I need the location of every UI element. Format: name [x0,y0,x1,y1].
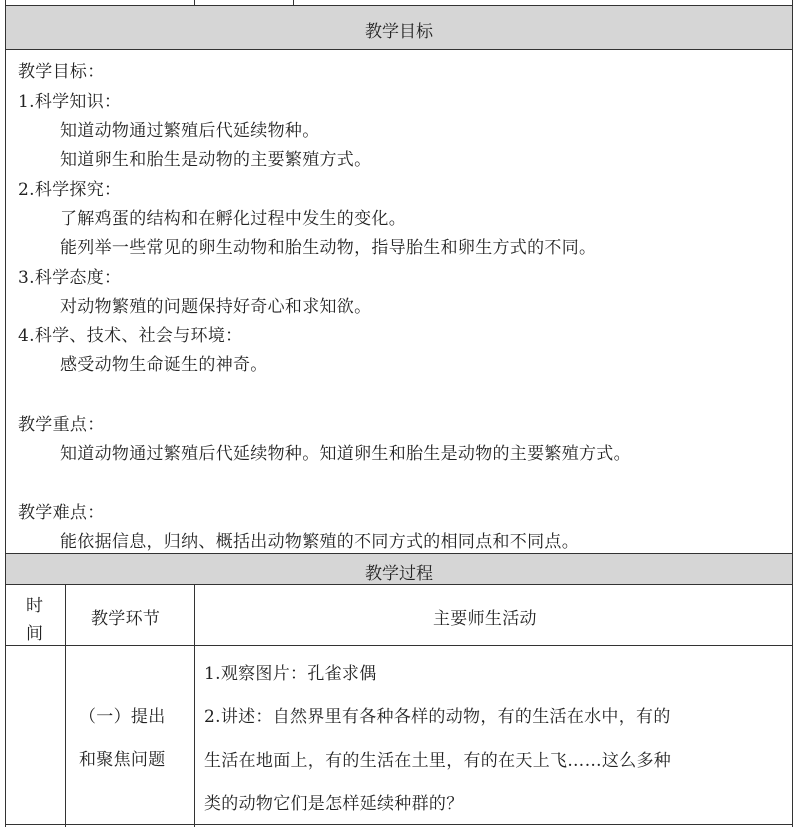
difficulty-label: 教学难点： [18,503,105,523]
activity-line: 1.观察图片：孔雀求偶 [204,664,377,684]
table-right-border [792,0,793,827]
col-header-stage: 教学环节 [91,609,161,629]
table-left-border [5,0,6,827]
objectives-header-border [5,49,793,50]
objective-line: 知道卵生和胎生是动物的主要繁殖方式。 [60,150,372,170]
stage-cell-line: （一）提出 [79,707,166,727]
col-header-time-1: 时 [26,596,44,616]
difficulty-text: 能依据信息，归纳、概括出动物繁殖的不同方式的相同点和不同点。 [60,532,579,552]
objective-line: 了解鸡蛋的结构和在孵化过程中发生的变化。 [60,209,406,229]
objective-heading: 1.科学知识： [18,92,122,112]
column-header-border [5,645,793,646]
col-header-activity: 主要师生活动 [433,609,537,629]
table-bottom-border [5,824,793,825]
stage-column-divider [194,584,195,827]
process-header: 教学过程 [365,564,433,584]
process-header-border [5,584,793,585]
objective-heading: 4.科学、技术、社会与环境： [18,326,243,346]
activity-line: 2.讲述：自然界里有各种各样的动物，有的生活在水中，有的 [204,707,671,727]
key-points-label: 教学重点： [18,415,105,435]
stage-cell-line: 和聚焦问题 [79,750,166,770]
objective-line: 知道动物通过繁殖后代延续物种。 [60,121,320,141]
lesson-plan-table [5,0,793,827]
activity-line: 生活在地面上，有的生活在土里，有的在天上飞……这么多种 [204,751,672,771]
objective-heading: 3.科学态度： [18,268,122,288]
objective-line: 对动物繁殖的问题保持好奇心和求知欲。 [60,297,372,317]
objective-line: 能列举一些常见的卵生动物和胎生动物，指导胎生和卵生方式的不同。 [60,238,597,258]
col-header-time-2: 间 [26,624,44,644]
time-column-divider [65,584,66,827]
objective-heading: 2.科学探究： [18,180,122,200]
objective-line: 感受动物生命诞生的神奇。 [60,355,268,375]
objectives-intro: 教学目标： [18,62,105,82]
activity-line: 类的动物它们是怎样延续种群的？ [204,794,464,814]
objectives-header: 教学目标 [365,22,433,42]
key-points-text: 知道动物通过繁殖后代延续物种。知道卵生和胎生是动物的主要繁殖方式。 [60,444,631,464]
